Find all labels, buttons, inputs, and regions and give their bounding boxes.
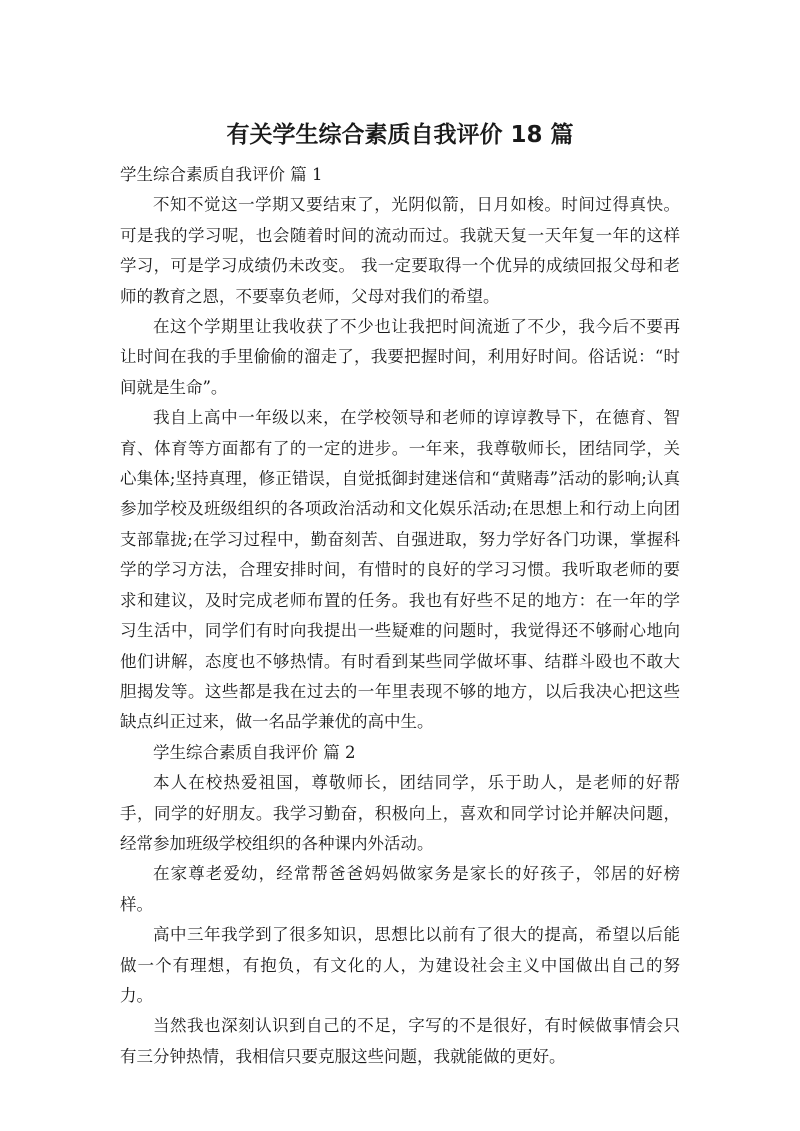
paragraph: 不知不觉这一学期又要结束了，光阴似箭，日月如梭。时间过得真快。可是我的学习呢，也会随着时间的流动而过。我就天复一天年复一年的这样学习，可是学习成绩仍未改变。 我一定要取得一个优异的成绩回报父母和老师的教育之恩，不要辜负老师，父母对我们的希望。 (120, 195, 680, 306)
document-title: 有关学生综合素质自我评价 18 篇 (226, 122, 574, 148)
paragraph: 在家尊老爱幼，经常帮爸爸妈妈做家务是家长的好孩子，邻居的好榜样。 (120, 864, 680, 914)
paragraph: 高中三年我学到了很多知识，思想比以前有了很大的提高，希望以后能做一个有理想，有抱负，有文化的人，为建设社会主义中国做出自己的努力。 (120, 925, 680, 1005)
paragraph: 当然我也深刻认识到自己的不足，字写的不是很好，有时候做事情会只有三分钟热情，我相信只要克服这些问题，我就能做的更好。 (120, 1016, 680, 1066)
document-body (120, 160, 680, 1072)
paragraph: 本人在校热爱祖国，尊敬师长，团结同学，乐于助人，是老师的好帮手，同学的好朋友。我学习勤奋，积极向上，喜欢和同学讨论并解决问题，经常参加班级学校组织的各种课内外活动。 (120, 773, 680, 853)
paragraph: 我自上高中一年级以来，在学校领导和老师的谆谆教导下，在德育、智育、体育等方面都有了的一定的进步。一年来，我尊敬师长，团结同学，关心集体;坚持真理，修正错误，自觉抵御封建迷信和“黄赌毒”活动的影响;认真参加学校及班级组织的各项政治活动和文化娱乐活动;在思想上和行动上向团支部靠拢;在学习过程中，勤奋刻苦、自强进取，努力学好各门功课，掌握科学的学习方法，合理安排时间，有惜时的良好的学习习惯。我听取老师的要求和建议，及时完成老师布置的任务。我也有好些不足的地方：在一年的学习生活中，同学们有时向我提出一些疑难的问题时，我觉得还不够耐心地向他们讲解，态度也不够热情。有时看到某些同学做坏事、结群斗殴也不敢大胆揭发等。这些都是我在过去的一年里表现不够的地方，以后我决心把这些缺点纠正过来，做一名品学兼优的高中生。 (120, 408, 680, 732)
section-heading: 学生综合素质自我评价 篇 2 (153, 742, 356, 762)
section-heading: 学生综合素质自我评价 篇 1 (120, 165, 323, 184)
paragraph: 在这个学期里让我收获了不少也让我把时间流逝了不少，我今后不要再让时间在我的手里偷偷的溜走了，我要把握时间，利用好时间。俗话说：“时间就是生命”。 (120, 317, 680, 397)
